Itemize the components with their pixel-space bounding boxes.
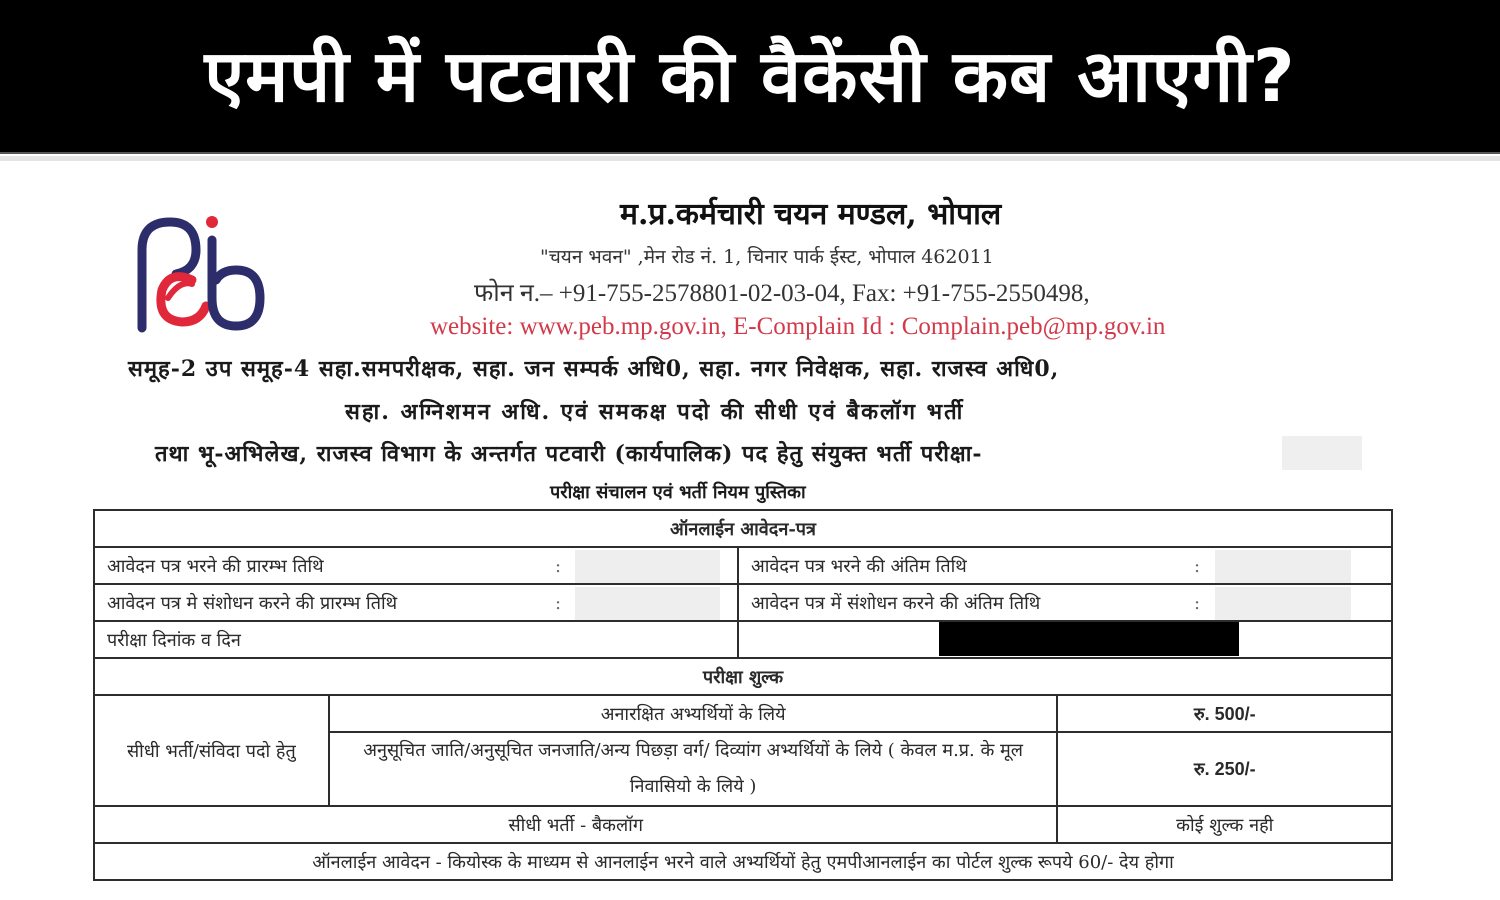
portal-fee-note: ऑनलाईन आवेदन - कियोस्क के माध्यम से आनलाईन भरने वाले अभ्यर्थियों हेतु एमपीआनलाईन का पोर्टल शुल्क रूपये 60/- देय होगा: [94, 843, 1392, 880]
correction-start-label: आवेदन पत्र मे संशोधन करने की प्रारम्भ तिथि: [107, 592, 398, 614]
title-banner: [0, 0, 1500, 154]
correction-start-value: [575, 587, 720, 620]
table-row: आवेदन पत्र मे संशोधन करने की प्रारम्भ तिथि : आवेदन पत्र में संशोधन करने की अंतिम तिथि :: [94, 584, 1392, 621]
org-website: website: www.peb.mp.gov.in, E-Complain Id : Complain.peb@mp.gov.in: [430, 313, 1166, 340]
banner-divider: [0, 156, 1500, 161]
heading-line-4: परीक्षा संचालन एवं भर्ती नियम पुस्तिका: [550, 482, 806, 503]
online-application-header: ऑनलाईन आवेदन-पत्र: [94, 510, 1392, 547]
table-row: [94, 806, 1392, 843]
heading-line-2: सहा. अग्निशमन अधि. एवं समकक्ष पदो की सीधी एवं बैकलॉग भर्ती: [345, 399, 965, 425]
fee-amount: रु. 250/-: [1057, 732, 1392, 806]
table-row: [94, 843, 1392, 880]
correction-end-label: आवेदन पत्र में संशोधन करने की अंतिम तिथि: [751, 592, 1041, 614]
fee-amount: रु. 500/-: [1057, 695, 1392, 732]
last-date-label: आवेदन पत्र भरने की अंतिम तिथि: [751, 555, 967, 577]
exam-date-label: परीक्षा दिनांक व दिन: [94, 621, 738, 658]
correction-end-value: [1215, 587, 1351, 620]
heading-line-3: तथा भू-अभिलेख, राजस्व विभाग के अन्तर्गत पटवारी (कार्यपालिक) पद हेतु संयुक्त भर्ती परीक्षा-: [155, 441, 983, 467]
fee-category: अनुसूचित जाति/अनुसूचित जनजाति/अन्य पिछड़ा वर्ग/ दिव्यांग अभ्यर्थियों के लिये ( केवल म.प्र. के मूल निवासियो के लिये ): [329, 732, 1058, 806]
redacted-exam-date: [939, 622, 1239, 656]
peb-logo-icon: [130, 210, 270, 335]
exam-details-table: [93, 509, 1393, 881]
table-row: आवेदन पत्र भरने की प्रारम्भ तिथि : आवेदन पत्र भरने की अंतिम तिथि :: [94, 547, 1392, 584]
table-row: [94, 621, 1392, 658]
heading-line-1: समूह-2 उप समूह-4 सहा.समपरीक्षक, सहा. जन सम्पर्क अधि0, सहा. नगर निवेक्षक, सहा. राजस्व अधि0,: [128, 356, 1060, 382]
banner-title: एमपी में पटवारी की वैकेंसी कब आएगी?: [204, 34, 1296, 118]
exam-fee-header: परीक्षा शुल्क: [94, 658, 1392, 695]
backlog-fee: कोई शुल्क नही: [1057, 806, 1392, 843]
backlog-category: सीधी भर्ती - बैकलॉग: [94, 806, 1057, 843]
org-phone: फोन न.– +91-755-2578801-02-03-04, Fax: +91-755-2550498,: [474, 280, 1090, 307]
fee-group-label: सीधी भर्ती/संविदा पदो हेतु: [94, 695, 329, 806]
last-date-value: [1215, 550, 1351, 583]
fee-category: अनारक्षित अभ्यर्थियों के लिये: [329, 695, 1058, 732]
redacted-year: [1282, 436, 1362, 470]
table-row: [94, 695, 1392, 732]
org-address: "चयन भवन" ,मेन रोड नं. 1, चिनार पार्क ईस्ट, भोपाल 462011: [540, 246, 994, 268]
start-date-value: [575, 550, 720, 583]
start-date-label: आवेदन पत्र भरने की प्रारम्भ तिथि: [107, 555, 324, 577]
org-name: म.प्र.कर्मचारी चयन मण्डल, भोपाल: [620, 197, 1002, 232]
